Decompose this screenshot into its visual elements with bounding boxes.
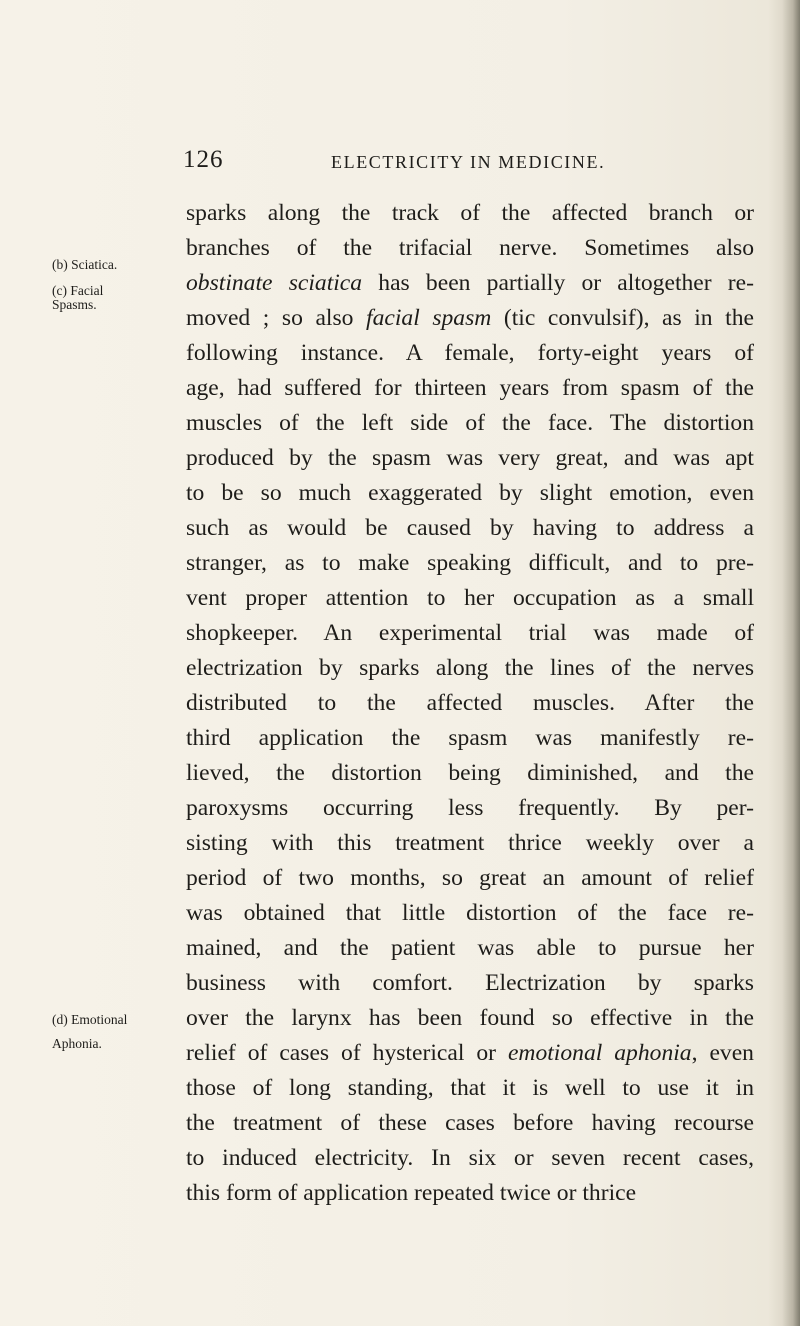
text-line: over the larynx has been found so effective in the [186,1005,754,1031]
text-line: stranger, as to make speaking difficult, and to pre- [186,550,754,576]
page-header [183,146,743,176]
text-line: moved ; so also facial spasm (tic convulsif), as in the [186,305,754,331]
text-line: those of long standing, that it is well to use it in [186,1075,754,1101]
text-line: to be so much exaggerated by slight emotion, even [186,480,754,506]
italic-term: emotional aphonia [507,1040,692,1066]
text-line: relief of cases of hysterical or emotional aphonia, even [186,1040,754,1066]
text-line: age, had suffered for thirteen years from spasm of the [186,375,754,401]
margin-note-spasms: Spasms. [52,297,97,312]
margin-note-emotional: (d) Emotional [52,1012,128,1027]
margin-note-sciatica: (b) Sciatica. [52,257,118,272]
text-line: branches of the trifacial nerve. Sometimes also [186,235,754,261]
text-line: produced by the spasm was very great, and was apt [186,445,754,471]
text-line: paroxysms occurring less frequently. By per- [186,795,754,821]
margin-note-facial: (c) Facial [52,283,104,298]
text-line: the treatment of these cases before having recourse [186,1110,754,1136]
text-line: third application the spasm was manifestly re- [186,725,754,751]
text-line: sparks along the track of the affected branch or [186,200,754,226]
body-text [186,196,754,1211]
text-line: such as would be caused by having to address a [186,515,754,541]
text-line: shopkeeper. An experimental trial was made of [186,620,754,646]
text-line: period of two months, so great an amount of relief [186,865,754,891]
text-line: muscles of the left side of the face. The distortion [186,410,754,436]
text-line: business with comfort. Electrization by sparks [186,970,754,996]
text-line: distributed to the affected muscles. After the [186,690,754,716]
text-line: was obtained that little distortion of the face re- [186,900,754,926]
text-line: electrization by sparks along the lines of the nerves [186,655,754,681]
margin-note-aphonia: Aphonia. [52,1036,102,1051]
text-line: this form of application repeated twice or thrice [186,1180,637,1206]
text-line: lieved, the distortion being diminished, and the [186,760,754,786]
italic-term: facial spasm [366,305,492,331]
text-line: vent proper attention to her occupation as a small [186,585,754,611]
text-line: sisting with this treatment thrice weekly over a [186,830,754,856]
text-line: mained, and the patient was able to pursue her [186,935,754,961]
italic-term: obstinate sciatica [186,270,363,296]
running-head: ELECTRICITY IN MEDICINE. [331,152,606,172]
page-number: 126 [183,146,224,173]
text-line: to induced electricity. In six or seven recent cases, [186,1145,754,1171]
text-line: obstinate sciatica has been partially or altogether re- [186,270,754,296]
page-edge-shadow [782,0,800,1326]
text-line: following instance. A female, forty-eight years of [186,340,754,366]
